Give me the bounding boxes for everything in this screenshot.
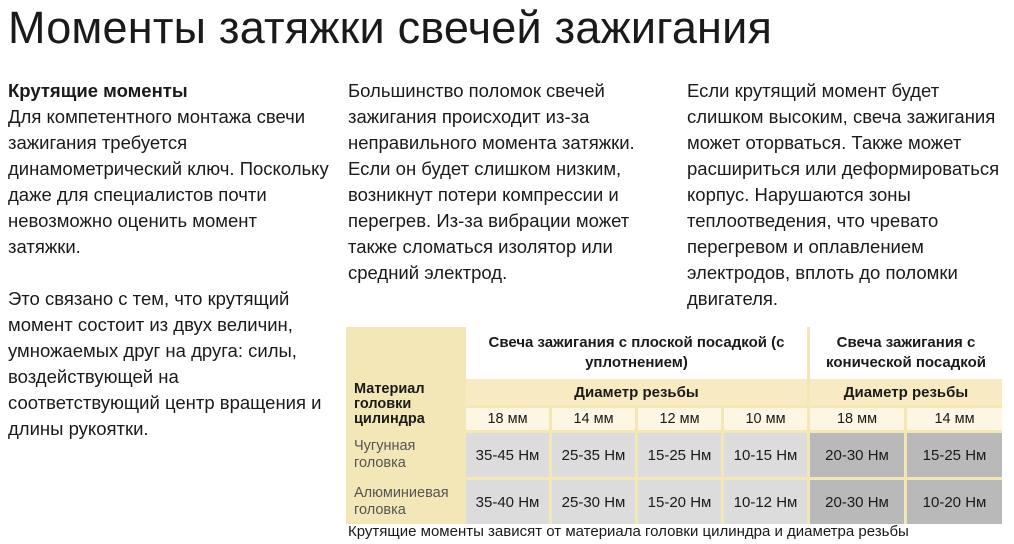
table-caption: Крутящие моменты зависят от материала головки цилиндра и диаметра резьбы [348, 523, 909, 540]
size-header: 14 мм [904, 408, 1002, 430]
conic-seat-group-header: Свеча зажигания с конической посадкой [807, 327, 1002, 379]
torque-value: 35-45 Нм [463, 430, 549, 477]
size-header: 10 мм [721, 408, 807, 430]
column-high-torque [687, 78, 1009, 312]
torque-value: 15-25 Нм [635, 430, 721, 477]
torque-value: 15-25 Нм [904, 430, 1002, 477]
flat-diameter-header: Диаметр резьбы [463, 379, 807, 408]
size-header: 18 мм [807, 408, 904, 430]
paragraph: Для компетентного монтажа свечи зажигания требуется динамометрический ключ. Поскольку даже для специалистов почти невозможно оценить момент затяжки. [8, 106, 329, 257]
material-header: Материал головки цилиндра [346, 379, 463, 430]
paragraph: Это связано с тем, что крутящий момент состоит из двух величин, умножаемых друг на друга: силы, воздействующей на соответствующий центр вращения и длины рукоятки. [8, 288, 322, 439]
column-low-torque [348, 78, 668, 286]
torque-value: 35-40 Нм [463, 477, 549, 524]
torque-value: 15-20 Нм [635, 477, 721, 524]
material-label: Алюминиевая головка [346, 477, 463, 524]
torque-value: 10-12 Нм [721, 477, 807, 524]
torque-value: 20-30 Нм [807, 477, 904, 524]
conic-diameter-header: Диаметр резьбы [807, 379, 1002, 408]
paragraph: Большинство поломок свечей зажигания происходит из-за неправильного момента затяжки. Если он будет слишком низким, возникнут потери компрессии и перегрев. Из-за вибрации может также сломаться изолятор или средний электрод. [348, 80, 635, 283]
size-header: 14 мм [549, 408, 635, 430]
torque-value: 25-35 Нм [549, 430, 635, 477]
flat-seat-group-header: Свеча зажигания с плоской посадкой (с уплотнением) [463, 327, 807, 379]
size-header: 12 мм [635, 408, 721, 430]
material-label: Чугунная головка [346, 430, 463, 477]
torque-value: 10-15 Нм [721, 430, 807, 477]
paragraph: Если крутящий момент будет слишком высоким, свеча зажигания может оторваться. Также может расшириться или деформироваться корпус. Нарушаются зоны теплоотведения, что чревато перегревом и оплавлением электродов, вплоть до поломки двигателя. [687, 80, 1000, 309]
section-heading: Крутящие моменты [8, 80, 188, 101]
page-title: Моменты затяжки свечей зажигания [8, 2, 773, 53]
table-row [346, 477, 1002, 524]
column-torque-intro [8, 78, 330, 442]
torque-value: 25-30 Нм [549, 477, 635, 524]
torque-value: 10-20 Нм [904, 477, 1002, 524]
size-header: 18 мм [463, 408, 549, 430]
table-row [346, 430, 1002, 477]
torque-value: 20-30 Нм [807, 430, 904, 477]
torque-table [346, 327, 1002, 516]
